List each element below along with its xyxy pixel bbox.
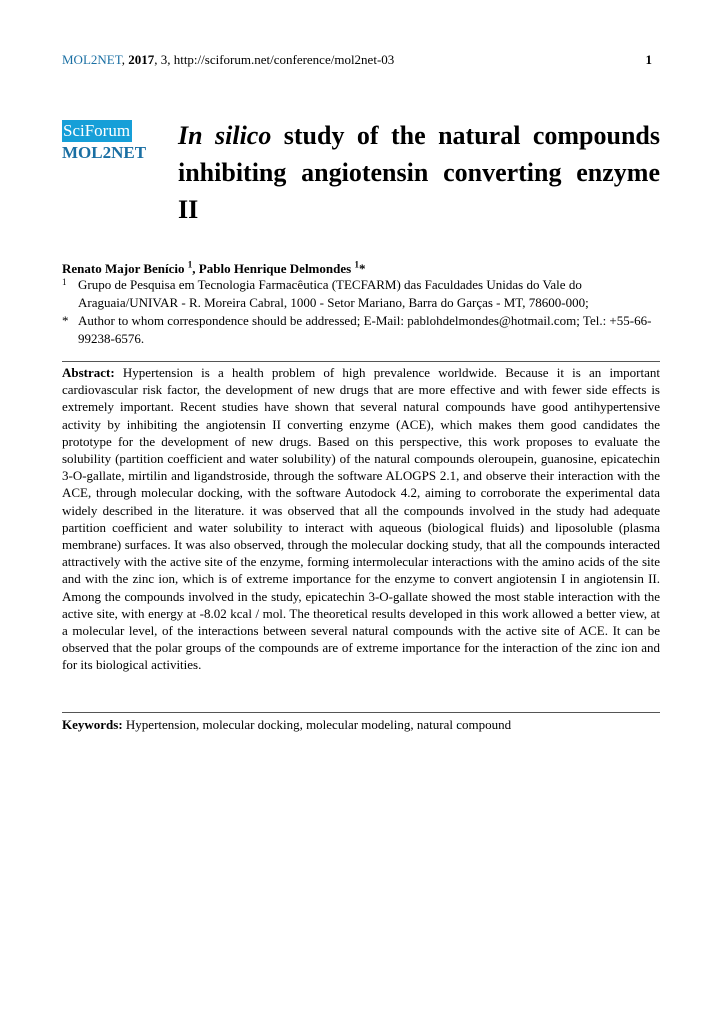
mol2net-label: MOL2NET (62, 143, 147, 162)
header-year: 2017 (128, 52, 155, 67)
abstract (62, 364, 660, 674)
page-header (62, 51, 660, 69)
author-2-affiliation: 1 (354, 259, 359, 270)
author-1: Renato Major Benício (62, 261, 185, 276)
sciforum-badge: SciForum (63, 121, 131, 140)
title-rest: study of the natural compounds inhibiting angiotensin converting enzyme II (178, 121, 661, 224)
abstract-text: Hypertension is a health problem of high prevalence worldwide. Because it is an important cardiovascular risk factor, the development of new drugs that are more effective and with fewer side effects is extremely important. Recent studies have shown that several natural compounds have good antihypertensive activity by inhibiting the angiotensin II converting enzyme (ACE), which makes them good candidates the prototype for the development of new drugs. Based on this perspective, this work proposes to evaluate the solubility (partition coefficient and water solubility) of the natural compounds oleroupein, guanosine, epicatechin 3-O-gallate, mirtilin and ligandstroside, through the software ALOGPS 2.1, and observe their interaction with the ACE, through molecular docking, with the software Autodock 4.2, aiming to corroborate the experimental data widely described in the literature. it was observed that all the compounds involved in the study had adequate partition coefficient and water solubility to interact with aqueous (biological fluids) and liposoluble (plasma membrane) surfaces. It was also observed, through the molecular docking study, that all the compounds interacted attractively with the active site of the enzyme, forming intermolecular interactions with the amino acids of the site and with the zinc ion, which is of extreme importance for the enzyme to convert angiotensin I in angiotensin II. Among the compounds involved in the study, epicatechin 3-O-gallate showed the most stable interaction with the active site, with energy at -8.02 kcal / mol. The theoretical results developed in this work allowed a better view, at a molecular level, of the interactions between several natural compounds with the active site of ACE. It can be observed that the polar groups of the compounds are of extreme importance for the interaction of the zinc ion and for its biological activities. (62, 365, 660, 673)
author-separator: , (192, 261, 199, 276)
author-2: Pablo Henrique Delmondes (198, 261, 352, 276)
affiliation-1-text: Grupo de Pesquisa em Tecnologia Farmacêutica (TECFARM) das Faculdades Unidas do Vale do Araguaia/UNIVAR - R. Moreira Cabral, 1000 - Setor Mariano, Barra do Garças - MT, 78600-000; (78, 277, 589, 310)
author-1-affiliation: 1 (187, 259, 193, 270)
keywords (62, 716, 660, 733)
header-volume-url: , 3, http://sciforum.net/conference/mol2net-03 (154, 52, 395, 67)
sciforum-logo (62, 120, 146, 164)
abstract-top-rule (62, 361, 660, 362)
paper-title (178, 117, 660, 228)
corresponding-star: * (358, 261, 366, 276)
abstract-bottom-rule (62, 712, 660, 713)
page-number: 1 (645, 52, 652, 67)
header-citation: MOL2NET, 2017, 3, http://sciforum.net/conference/mol2net-03 (62, 52, 395, 67)
abstract-label: Abstract: (62, 365, 115, 380)
title-italic: In silico (178, 121, 272, 150)
affiliation-1 (62, 276, 662, 312)
keywords-label: Keywords: (62, 717, 123, 732)
header-journal: MOL2NET (62, 52, 122, 67)
keywords-text: Hypertension, molecular docking, molecular modeling, natural compound (125, 717, 512, 732)
affiliation-1-marker: 1 (62, 277, 67, 287)
correspondence-note (62, 312, 662, 348)
correspondence-text: Author to whom correspondence should be addressed; E-Mail: pablohdelmondes@hotmail.com; Tel.: +55-66-99238-6576. (78, 313, 652, 346)
correspondence-marker: * (62, 313, 69, 328)
